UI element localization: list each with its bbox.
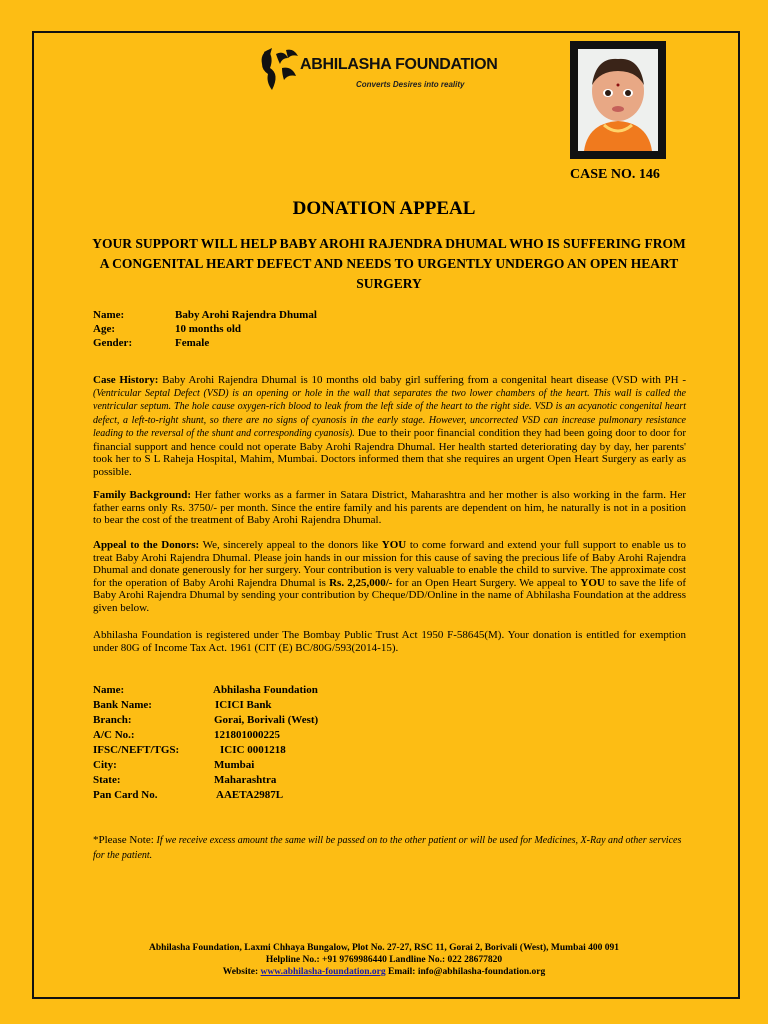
bank-value: ICICI Bank: [215, 699, 272, 711]
family-background: [93, 489, 686, 527]
footer: [0, 942, 768, 978]
bank-label: Name:: [93, 684, 125, 696]
footer-phones: Helpline No.: +91 9769986440 Landline No.: 022 28677820: [265, 955, 503, 965]
case-history: [93, 374, 686, 478]
appeal-text-1: We, sincerely appeal to the donors like: [199, 539, 382, 551]
bank-label: State:: [93, 774, 121, 786]
appeal-text-2: to come forward and extend your full support to enable us to treat Baby Arohi Rajendra Dhumal. Please join hands in our mission for this cause of saving the precious life of Baby Arohi Rajendra Dhumal and donate generously for her surgery. Your contribution is very valuable to enable the child to survive. The approximate cost for the operation of Baby Arohi Rajendra Dhumal is: [93, 539, 686, 589]
name-label: Name:: [93, 309, 125, 321]
logo-tagline: Converts Desires into reality: [356, 80, 465, 89]
bank-label: Branch:: [93, 714, 132, 726]
foundation-logo: [258, 44, 498, 96]
please-note: [93, 833, 693, 863]
case-number: CASE NO. 146: [570, 167, 660, 182]
page-title: DONATION APPEAL: [292, 198, 476, 219]
logo-title: ABHILASHA FOUNDATION: [300, 56, 498, 73]
note-text: If we receive excess amount the same will be passed on to the other patient or will be used for Medicines, X-Ray and other services for the patient.: [93, 835, 682, 861]
baby-portrait-icon: [578, 49, 658, 151]
bank-value: Mumbai: [214, 759, 255, 771]
age-label: Age:: [93, 323, 115, 335]
bank-value: Gorai, Borivali (West): [214, 714, 319, 726]
family-text: Her father works as a farmer in Satara District, Maharashtra and her mother is also working in the farm. Her father earns only Rs. 3750/- per month. Since the entire family and his parents are dependent on him, he naturally is not in a position to bear the cost of the treatment of Baby Arohi Rajendra Dhumal.: [93, 489, 687, 526]
appeal-you-2: YOU: [580, 576, 605, 589]
footer-contact: [0, 966, 768, 978]
appeal-text-4: to save the life of Baby Arohi Rajendra Dhumal by sending your contribution by Cheque/DD/Online in the name of Abhilasha Foundation at the address given below.: [93, 576, 686, 614]
surgery-cost: Rs. 2,25,000/-: [329, 576, 393, 589]
family-label: Family Background:: [93, 489, 192, 501]
website-link[interactable]: www.abhilasha-foundation.org: [260, 967, 386, 977]
bank-label: IFSC/NEFT/TGS:: [93, 744, 180, 756]
footer-address: Abhilasha Foundation, Laxmi Chhaya Bungalow, Plot No. 27-27, RSC 11, Gorai 2, Borivali (West), Mumbai 400 091: [148, 943, 620, 953]
donor-appeal: [93, 539, 686, 614]
case-history-text-2: Due to their poor financial condition they had been going door to door for financial support and hence could not operate Baby Arohi Rajendra Dhumal. Her health started deteriorating day by day, her parents' took her to S L Raheja Hospital, Mahim, Mumbai. Doctors informed them that she requires an urgent Open Heart Surgery as early as possible.: [93, 427, 686, 478]
footer-email: Email: info@abhilasha-foundation.org: [385, 967, 546, 977]
gender-label: Gender:: [93, 337, 133, 349]
case-history-text: Baby Arohi Rajendra Dhumal is 10 months old baby girl suffering from a congenital heart disease (VSD with PH -: [158, 374, 686, 386]
appeal-subtitle: YOUR SUPPORT WILL HELP BABY AROHI RAJENDRA DHUMAL WHO IS SUFFERING FROM A CONGENITAL HEART DEFECT AND NEEDS TO URGENTLY UNDERGO AN OPEN HEART SURGERY: [92, 236, 686, 291]
appeal-label: Appeal to the Donors:: [93, 539, 200, 551]
bank-label: Bank Name:: [93, 699, 152, 711]
bank-value: AAETA2987L: [216, 789, 284, 801]
bank-value: Abhilasha Foundation: [213, 684, 318, 696]
hand-logo-icon: [258, 44, 302, 94]
appeal-text-3: for an Open Heart Surgery. We appeal to: [392, 576, 581, 589]
bank-label: City:: [93, 759, 117, 771]
patient-name: Baby Arohi Rajendra Dhumal: [175, 309, 317, 321]
website-label: Website:: [222, 967, 261, 977]
patient-age: 10 months old: [175, 323, 242, 335]
bank-value: 121801000225: [214, 729, 280, 741]
bank-value: Maharashtra: [214, 774, 277, 786]
patient-gender: Female: [175, 337, 210, 349]
bank-label: Pan Card No.: [93, 789, 158, 801]
baby-photo: [570, 41, 666, 159]
bank-value: ICIC 0001218: [220, 744, 286, 756]
appeal-you: YOU: [381, 539, 407, 551]
registration-info: Abhilasha Foundation is registered under The Bombay Public Trust Act 1950 F-58645(M). Your donation is entitled for exemption under 80G of Income Tax Act. 1961 (CIT (E) BC/80G/593(2014-15).: [93, 629, 686, 654]
vsd-definition: (Ventricular Septal Defect (VSD) is an opening or hole in the wall that separates the two lower chambers of the heart. This wall is called the ventricular septum. The hole cause oxygen-rich blood to leak from the left side of the heart to the right side. VSD is an acyanotic congenital heart defect, a left-to-right shunt, so there are no signs of cyanosis in the early stage. However, uncorrected VSD can increase pulmonary resistance leading to the reversal of the shunt and corresponding cyanosis).: [93, 387, 686, 439]
case-history-label: Case History:: [93, 374, 159, 386]
bank-label: A/C No.:: [93, 729, 135, 741]
note-label: *Please Note:: [93, 834, 154, 846]
